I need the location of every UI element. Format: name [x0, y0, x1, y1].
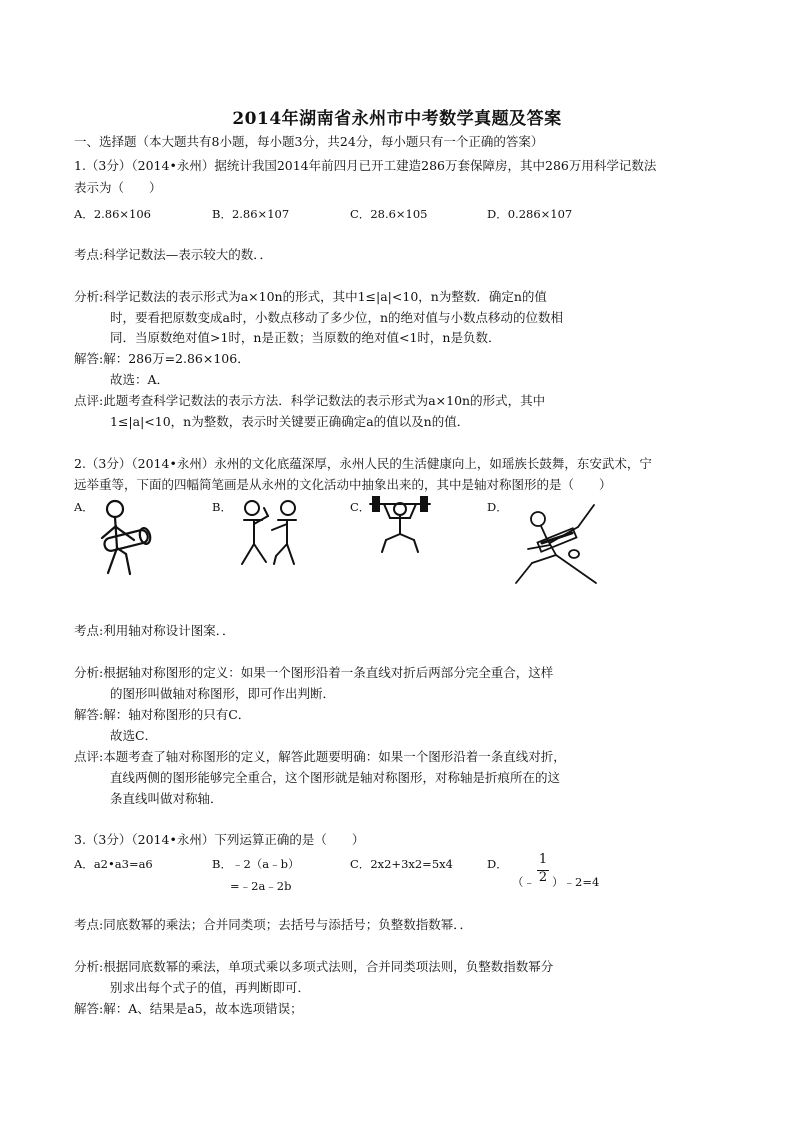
q2-option-b-label: B．	[212, 500, 232, 514]
q2-jieda-line1: 解答:解：轴对称图形的只有C．	[74, 707, 251, 722]
q1-jieda-line1: 解答:解：286万=2.86×106．	[74, 351, 250, 366]
q1-option-a	[74, 206, 151, 222]
option-label: B．	[212, 207, 232, 221]
dancer-figure-icon	[508, 499, 604, 589]
option-text: 2.86×107	[231, 207, 290, 221]
weightlifter-figure-icon	[368, 494, 432, 556]
q2-fenxi-line2: 的图形叫做轴对称图形，即可作出判断．	[110, 686, 336, 701]
q3-kaodian: 考点:同底数幂的乘法；合并同类项；去括号与添括号；负整数指数幂．．	[74, 917, 472, 932]
fraction-numerator: 1	[538, 852, 548, 867]
q3-option-d-expression	[512, 852, 600, 892]
q2-dianping-line1: 点评:本题考查了轴对称图形的定义，解答此题要明确：如果一个图形沿着一条直线对折，	[74, 749, 566, 764]
fraction-denominator: 2	[538, 870, 548, 885]
option-text: 2.86×106	[93, 207, 152, 221]
option-label: C．	[350, 207, 371, 221]
q2-stem-line1: 2.（3分）（2014•永州）永州的文化底蕴深厚，永州人民的生活健康向上，如瑶族长鼓舞，东安武术，宁	[74, 456, 652, 471]
option-text: 2x2+3x2=5x4	[370, 857, 453, 871]
q3-stem: 3.（3分）（2014•永州）下列运算正确的是（ ）	[74, 832, 365, 847]
option-text: 0.286×107	[507, 207, 573, 221]
option-d-suffix: ）﹣2=4	[552, 875, 600, 889]
q2-option-c-label: C．	[350, 500, 371, 514]
option-text: 28.6×105	[370, 207, 428, 221]
q2-option-d-label: D．	[487, 500, 508, 514]
q1-option-c	[350, 206, 428, 222]
q1-fenxi-line1: 分析:科学记数法的表示形式为a×10n的形式，其中1≤|a|<10，n为整数．确定n的值	[74, 289, 547, 304]
q1-fenxi-line3: 同．当原数绝对值>1时，n是正数；当原数的绝对值<1时，n是负数．	[110, 330, 501, 345]
q2-fenxi-line1: 分析:根据轴对称图形的定义：如果一个图形沿着一条直线对折后两部分完全重合，这样	[74, 665, 554, 680]
q2-jieda-line2: 故选C．	[110, 728, 158, 743]
q3-option-d-label: D．	[487, 857, 508, 871]
q3-option-a	[74, 856, 153, 872]
q1-jieda-line2: 故选：A．	[110, 372, 170, 387]
option-label: A．	[74, 207, 94, 221]
q1-dianping-line1: 点评:此题考查科学记数法的表示方法．科学记数法的表示形式为a×10n的形式，其中	[74, 393, 546, 408]
q3-jieda-line1: 解答:解：A、结果是a5，故本选项错误；	[74, 1001, 303, 1016]
option-text: a2•a3=a6	[93, 857, 153, 871]
q2-dianping-line3: 条直线叫做对称轴．	[110, 791, 223, 806]
page-title: 2014年湖南省永州市中考数学真题及答案	[232, 109, 562, 129]
q1-stem-line2: 表示为（ ）	[74, 180, 162, 195]
q3-fenxi-line1: 分析:根据同底数幂的乘法，单项式乘以多项式法则，合并同类项法则，负整数指数幂分	[74, 959, 554, 974]
q1-dianping-line2: 1≤|a|<10，n为整数，表示时关键要正确确定a的值以及n的值．	[110, 414, 470, 429]
q2-dianping-line2: 直线两侧的图形能够完全重合，这个图形就是轴对称图形，对称轴是折痕所在的这	[110, 770, 561, 785]
q2-option-a-label: A．	[74, 500, 94, 514]
q1-stem-line1: 1.（3分）（2014•永州）据统计我国2014年前四月已开工建造286万套保障房，其中286万用科学记数法	[74, 158, 657, 173]
martial-arts-figures-icon	[234, 494, 306, 568]
option-text: ﹣2（a﹣b）	[231, 857, 300, 871]
drummer-figure-icon	[94, 494, 158, 578]
q3-fenxi-line2: 别求出每个式子的值，再判断即可．	[110, 980, 311, 995]
option-d-prefix: （﹣	[512, 875, 535, 889]
q2-stem-line2: 远举重等，下面的四幅简笔画是从永州的文化活动中抽象出来的，其中是轴对称图形的是（ ）	[74, 477, 612, 492]
q1-fenxi-line2: 时，要看把原数变成a时，小数点移动了多少位，n的绝对值与小数点移动的位数相	[110, 310, 564, 325]
option-label: A．	[74, 857, 94, 871]
q3-option-b	[212, 856, 300, 872]
q2-kaodian: 考点:利用轴对称设计图案．．	[74, 623, 235, 638]
section-heading: 一、选择题（本大题共有8小题，每小题3分，共24分，每小题只有一个正确的答案）	[74, 134, 544, 149]
option-label: B．	[212, 857, 232, 871]
q3-option-c	[350, 856, 453, 872]
option-label: D．	[487, 207, 508, 221]
q1-option-d	[487, 206, 572, 222]
option-label: C．	[350, 857, 371, 871]
q1-option-b	[212, 206, 289, 222]
q3-option-b-line2: =﹣2a﹣2b	[230, 879, 292, 893]
q1-kaodian: 考点:科学记数法—表示较大的数．．	[74, 247, 272, 262]
